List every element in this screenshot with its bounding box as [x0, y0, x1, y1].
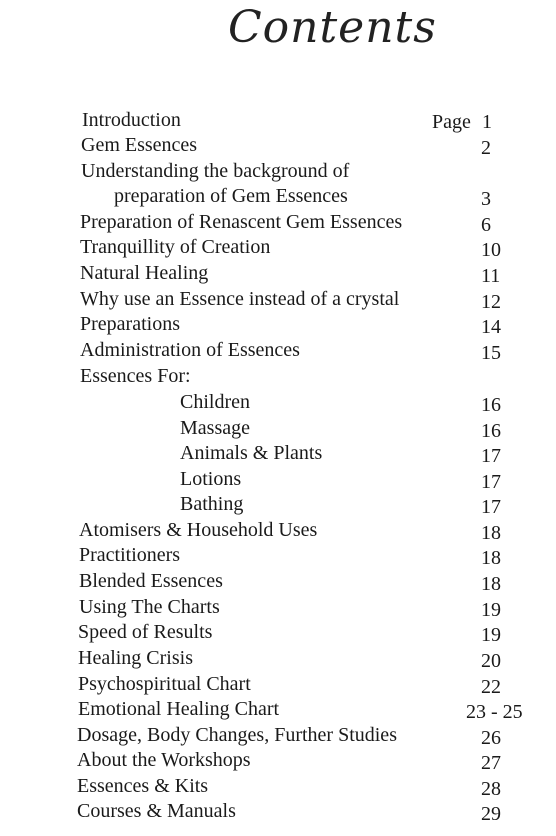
toc-entry-title: Animals & Plants — [180, 442, 323, 464]
toc-entry-title: Essences & Kits — [77, 775, 209, 797]
toc-entry-page: 19 — [481, 624, 501, 646]
toc-entry-page: 2 — [481, 137, 491, 159]
toc-entry-page: 28 — [481, 778, 501, 800]
toc-entry-page: 20 — [481, 650, 501, 672]
page-label: Page — [432, 111, 471, 133]
toc-entry-page: 18 — [481, 547, 501, 569]
toc-entry-page: 3 — [481, 188, 491, 210]
toc-entry-title: Understanding the background of — [81, 160, 350, 182]
toc-entry-title: Psychospiritual Chart — [78, 673, 251, 695]
toc-entry-page: 17 — [481, 445, 501, 467]
toc-entry-title: Practitioners — [79, 544, 181, 566]
toc-entry-page: 23 - 25 — [466, 701, 523, 723]
toc-entry-title: Healing Crisis — [78, 647, 193, 669]
toc-entry-title: Preparation of Renascent Gem Essences — [80, 211, 403, 233]
toc-entry-title: preparation of Gem Essences — [114, 185, 348, 207]
toc-entry-title: Introduction — [82, 109, 181, 131]
toc-entry-title: Essences For: — [80, 365, 191, 387]
toc-entry-page: 22 — [481, 676, 501, 698]
toc-entry-title: Dosage, Body Changes, Further Studies — [77, 724, 397, 746]
toc-entry-page: 18 — [481, 522, 501, 544]
toc-entry-page: 11 — [481, 265, 501, 287]
toc-entry-page: 19 — [481, 599, 501, 621]
toc-entry-title: Emotional Healing Chart — [78, 698, 280, 720]
toc-entry-title: Speed of Results — [78, 621, 213, 643]
toc-entry-title: Courses & Manuals — [77, 800, 236, 822]
toc-entry-title: Atomisers & Household Uses — [79, 519, 318, 541]
toc-entry-title: Administration of Essences — [80, 339, 300, 361]
toc-entry-title: Lotions — [180, 468, 242, 490]
toc-entry-page: 18 — [481, 573, 501, 595]
toc-entry-title: Bathing — [180, 493, 244, 515]
toc-entry-page: 16 — [481, 394, 501, 416]
page-title: Contents — [228, 2, 437, 53]
toc-entry-title: Tranquillity of Creation — [80, 236, 271, 258]
toc-entry-title: About the Workshops — [77, 749, 251, 771]
toc-entry-page: 16 — [481, 420, 501, 442]
toc-entry-page: 15 — [481, 342, 501, 364]
toc-entry-page: 14 — [481, 316, 501, 338]
toc-entry-page: 6 — [481, 214, 491, 236]
toc-entry-title: Preparations — [80, 313, 180, 335]
toc-entry-title: Children — [180, 391, 250, 413]
toc-entry-page: 10 — [481, 239, 501, 261]
toc-entry-page: 12 — [481, 291, 501, 313]
toc-entry-title: Natural Healing — [80, 262, 209, 284]
toc-entry-title: Gem Essences — [81, 134, 198, 156]
toc-entry-page: 17 — [481, 496, 501, 518]
toc-entry-page: 17 — [481, 471, 501, 493]
toc-entry-page: 29 — [481, 803, 501, 825]
toc-entry-title: Blended Essences — [79, 570, 223, 592]
toc-entry-page: 1 — [482, 111, 492, 133]
toc-entry-page: 26 — [481, 727, 501, 749]
toc-entry-title: Massage — [180, 417, 250, 439]
toc-entry-page: 27 — [481, 752, 501, 774]
toc-entry-title: Using The Charts — [79, 596, 220, 618]
toc-entry-title: Why use an Essence instead of a crystal — [80, 288, 400, 310]
